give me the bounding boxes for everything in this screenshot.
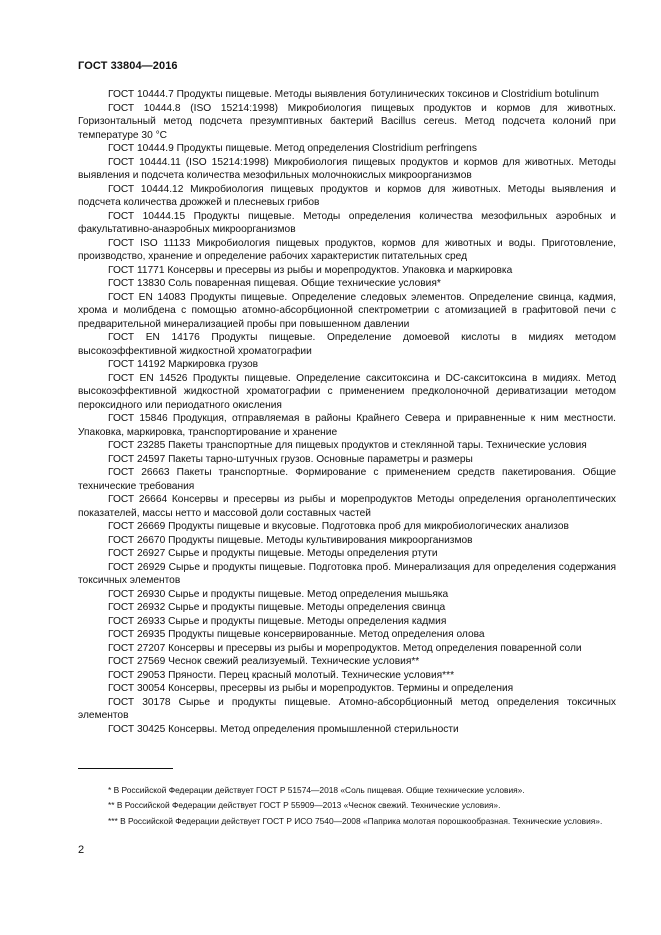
- footnotes: [78, 784, 616, 830]
- standard-entry: ГОСТ 10444.15 Продукты пищевые. Методы определения количества мезофильных аэробных и факультативно-анаэробных микроорганизмов: [78, 210, 616, 235]
- standard-entry: ГОСТ EN 14176 Продукты пищевые. Определение домоевой кислоты в мидиях методом высокоэффективной жидкостной хроматографии: [78, 332, 616, 357]
- footnote: ** В Российской Федерации действует ГОСТ Р 55909—2013 «Чеснок свежий. Технические условия».: [108, 800, 501, 811]
- standard-entry: ГОСТ 24597 Пакеты тарно-штучных грузов. Основные параметры и размеры: [108, 453, 473, 465]
- footnote: *** В Российской Федерации действует ГОСТ Р ИСО 7540—2008 «Паприка молотая порошкообразная. Технические условия».: [108, 815, 603, 826]
- footnote-divider: [78, 768, 173, 769]
- document-header: ГОСТ 33804—2016: [78, 60, 178, 72]
- standard-entry: ГОСТ 26935 Продукты пищевые консервированные. Метод определения олова: [108, 629, 485, 640]
- standard-entry: ГОСТ 27569 Чеснок свежий реализуемый. Технические условия**: [108, 656, 420, 667]
- standard-entry: ГОСТ 30178 Сырье и продукты пищевые. Атомно-абсорбционный метод определения токсичных элементов: [78, 696, 616, 721]
- standard-entry: ГОСТ 26663 Пакеты транспортные. Формирование с применением средств пакетирования. Общие технические требования: [78, 467, 616, 492]
- standard-entry: ГОСТ 26664 Консервы и пресервы из рыбы и морепродуктов Методы определения органолептических показателей, массы нетто и массовой доли составных частей: [78, 494, 616, 519]
- standard-entry: ГОСТ 23285 Пакеты транспортные для пищевых продуктов и стеклянной тары. Технические условия: [108, 440, 587, 451]
- standard-entry: ГОСТ 26670 Продукты пищевые. Методы культивирования микроорганизмов: [108, 534, 473, 546]
- standard-entry: ГОСТ ISO 11133 Микробиология пищевых продуктов, кормов для животных и воды. Приготовление, производство, хранение и определение рабочих характеристик питательных сред: [78, 237, 616, 262]
- standard-entry: ГОСТ 10444.9 Продукты пищевые. Метод определения Clostridium perfringens: [108, 143, 477, 154]
- standard-entry: ГОСТ 10444.8 (ISO 15214:1998) Микробиология пищевых продуктов и кормов для животных. Горизонтальный метод подсчета презумптивных бактерий Bacillus cereus. Метод подсчета колоний при температуре 30 °C: [78, 102, 616, 141]
- standard-entry: ГОСТ 14192 Маркировка грузов: [108, 359, 259, 370]
- standard-entry: ГОСТ EN 14083 Продукты пищевые. Определение следовых элементов. Определение свинца, кадмия, хрома и молибдена с помощью атомно-абсорбционной спектрометрии с атомизацией в графитовой печи с предварительной минерализацией пробы при повышенном давлении: [78, 291, 616, 330]
- standard-entry: ГОСТ 13830 Соль поваренная пищевая. Общие технические условия*: [108, 278, 441, 289]
- standard-entry: ГОСТ 10444.12 Микробиология пищевых продуктов и кормов для животных. Методы выявления и подсчета количества дрожжей и плесневых грибов: [78, 183, 616, 208]
- footnote: * В Российской Федерации действует ГОСТ Р 51574—2018 «Соль пищевая. Общие технические условия».: [108, 785, 525, 795]
- standard-entry: ГОСТ 26933 Сырье и продукты пищевые. Методы определения кадмия: [108, 615, 447, 627]
- standard-entry: ГОСТ 26669 Продукты пищевые и вкусовые. Подготовка проб для микробиологических анализов: [108, 521, 569, 532]
- standard-entry: ГОСТ 27207 Консервы и пресервы из рыбы и морепродуктов. Метод определения поваренной соли: [108, 642, 582, 654]
- standard-entry: ГОСТ EN 14526 Продукты пищевые. Определение сакситоксина и DC-сакситоксина в мидиях. Метод высокоэффективной жидкостной хроматографии с применением предколоночной дериватизации методом пероксидного или периодатного окисления: [78, 372, 616, 411]
- page-number: 2: [78, 844, 85, 856]
- standard-entry: ГОСТ 30054 Консервы, пресервы из рыбы и морепродуктов. Термины и определения: [108, 683, 514, 694]
- standards-list: [78, 88, 616, 736]
- standard-entry: ГОСТ 29053 Пряности. Перец красный молотый. Технические условия***: [108, 669, 455, 681]
- standard-entry: ГОСТ 10444.11 (ISO 15214:1998) Микробиология пищевых продуктов и кормов для животных. Методы выявления и подсчета количества мезофильных молочнокислых микроорганизмов: [78, 156, 616, 181]
- standard-entry: ГОСТ 26927 Сырье и продукты пищевые. Методы определения ртути: [108, 548, 438, 559]
- standard-entry: ГОСТ 30425 Консервы. Метод определения промышленной стерильности: [108, 723, 459, 735]
- standard-entry: ГОСТ 15846 Продукция, отправляемая в районы Крайнего Севера и приравненные к ним местности. Упаковка, маркировка, транспортирование и хранение: [78, 413, 616, 438]
- standard-entry: ГОСТ 26930 Сырье и продукты пищевые. Метод определения мышьяка: [108, 588, 449, 600]
- standard-entry: ГОСТ 26932 Сырье и продукты пищевые. Методы определения свинца: [108, 602, 446, 613]
- standard-entry: ГОСТ 26929 Сырье и продукты пищевые. Подготовка проб. Минерализация для определения содержания токсичных элементов: [78, 561, 616, 586]
- standard-entry: ГОСТ 11771 Консервы и пресервы из рыбы и морепродуктов. Упаковка и маркировка: [108, 264, 513, 276]
- standard-entry: ГОСТ 10444.7 Продукты пищевые. Методы выявления ботулинических токсинов и Clostridium botulinum: [108, 89, 599, 100]
